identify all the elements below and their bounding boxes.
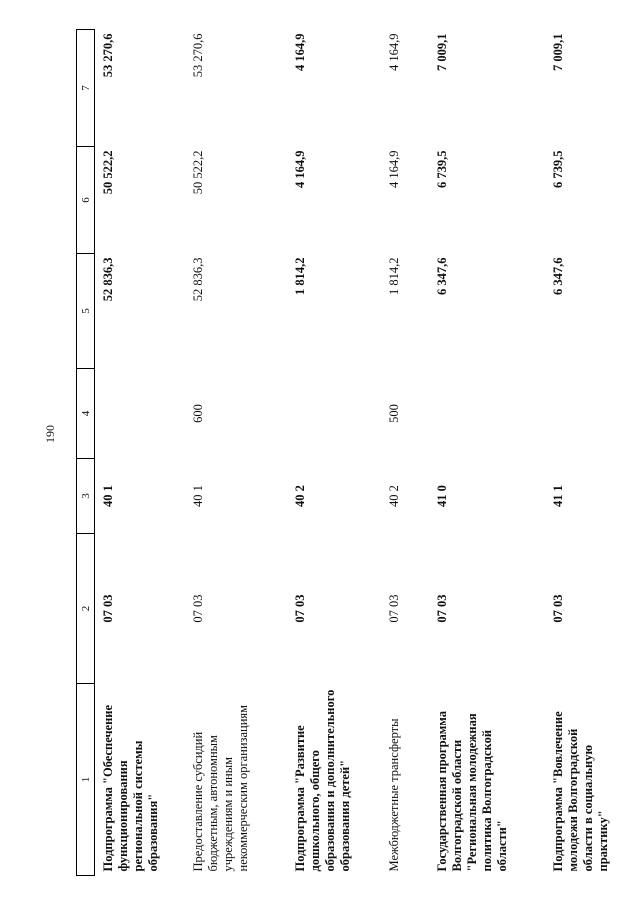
row-target: 41 0 (434, 485, 449, 507)
row-value-6: 4 164,9 (292, 150, 307, 188)
row-type (545, 369, 621, 459)
row-type: 600 (190, 404, 205, 423)
col-header-2: 2 (77, 534, 95, 684)
row-value-6: 4 164,9 (386, 150, 401, 188)
row-section: 07 03 (434, 594, 449, 623)
row-value-7: 53 270,6 (190, 33, 205, 78)
row-value-5: 1 814,2 (292, 257, 307, 295)
page-number (40, 422, 60, 446)
row-section: 07 03 (190, 594, 205, 623)
table-body (95, 30, 621, 876)
col-header-6: 6 (77, 147, 95, 254)
col-header-7: 7 (77, 30, 95, 147)
row-section: 07 03 (101, 594, 115, 623)
col-header-3: 3 (77, 459, 95, 534)
row-value-7: 53 270,6 (101, 33, 115, 78)
table-row (185, 30, 287, 876)
table-row (545, 30, 621, 876)
row-value-5: 52 836,3 (101, 257, 115, 302)
row-value-6: 50 522,2 (190, 150, 205, 195)
row-target: 40 2 (292, 485, 307, 507)
row-target: 40 1 (101, 485, 115, 507)
row-name: Подпрограмма "Развитие дошкольного, общего образования и дополнительного образования детей" (292, 689, 352, 872)
row-section: 07 03 (292, 594, 307, 623)
budget-table-rotated (76, 30, 616, 876)
table-row (95, 30, 185, 876)
row-value-7: 7 009,1 (550, 33, 565, 71)
row-type (95, 369, 185, 459)
row-section: 07 03 (550, 594, 565, 623)
row-value-7: 7 009,1 (434, 33, 449, 71)
col-header-1: 1 (77, 684, 95, 876)
row-value-6: 6 739,5 (550, 150, 565, 188)
row-type (429, 369, 545, 459)
row-target: 41 1 (550, 485, 565, 507)
table-header (77, 30, 95, 876)
col-header-5: 5 (77, 254, 95, 369)
table-row (429, 30, 545, 876)
row-target: 40 1 (190, 485, 205, 507)
row-target: 40 2 (386, 485, 401, 507)
page-number-text: 190 (43, 425, 57, 443)
table-row (381, 30, 429, 876)
row-name: Подпрограмма "Обеспечение функционирования региональной системы образования" (101, 704, 160, 872)
col-header-4: 4 (77, 369, 95, 459)
row-value-7: 4 164,9 (292, 33, 307, 71)
row-value-5: 6 347,6 (550, 257, 565, 295)
row-name: Межбюджетные трансферты (386, 718, 401, 872)
row-value-5: 1 814,2 (386, 257, 401, 295)
row-name: Предоставление субсидий бюджетным, автономным учреждениям и иным некоммерческим организациям (190, 704, 250, 872)
row-type: 500 (386, 404, 401, 423)
row-section: 07 03 (386, 594, 401, 623)
header-row (77, 30, 95, 876)
row-value-6: 50 522,2 (101, 150, 115, 195)
table-row (287, 30, 381, 876)
row-name: Подпрограмма "Вовлечение молодежи Волгоградской области в социальную практику" (550, 711, 610, 872)
row-type (287, 369, 381, 459)
row-value-6: 6 739,5 (434, 150, 449, 188)
row-value-7: 4 164,9 (386, 33, 401, 71)
row-value-5: 6 347,6 (434, 257, 449, 295)
row-value-5: 52 836,3 (190, 257, 205, 302)
row-name: Государственная программа Волгоградской области "Региональная молодежная политика Волгоградской области" (434, 711, 509, 872)
budget-table (76, 29, 621, 876)
